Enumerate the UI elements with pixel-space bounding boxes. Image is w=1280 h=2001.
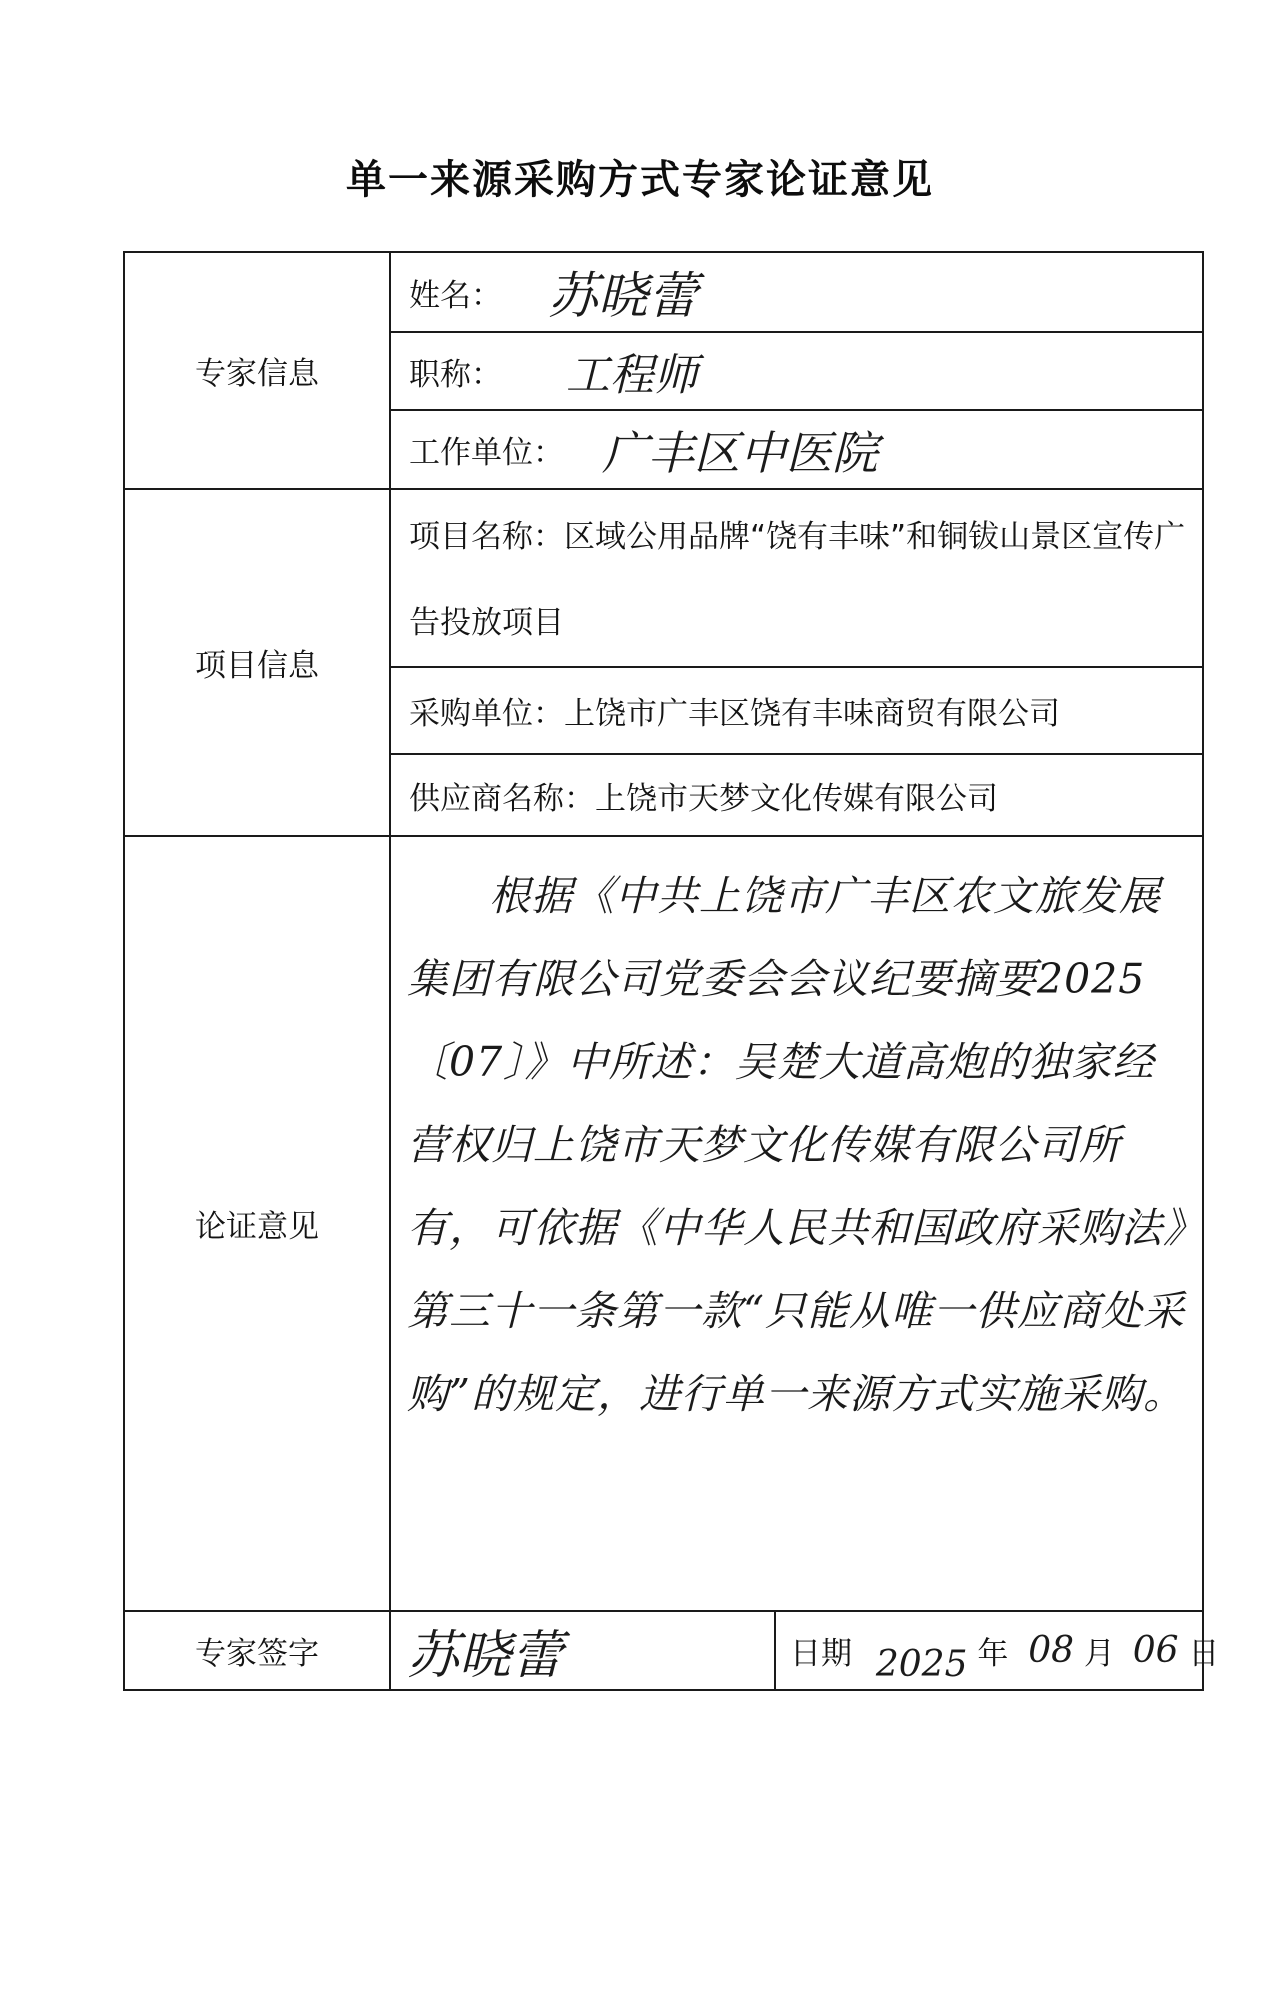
document-title: 单一来源采购方式专家论证意见 — [346, 157, 934, 203]
project-info-section-label: 项目信息 — [124, 489, 390, 836]
opinion-section-label: 论证意见 — [124, 836, 390, 1611]
purchaser-cell — [390, 667, 1203, 754]
date-cell — [775, 1611, 1220, 1690]
project-name-value: 区域公用品牌“饶有丰味”和铜钹山景区宣传广告投放项目 — [409, 519, 1186, 641]
date-day-handwritten: 06 — [1132, 1630, 1179, 1671]
project-name-cell — [390, 489, 1203, 667]
expert-name-row — [124, 252, 1203, 332]
purchaser-value: 上饶市广丰区饶有丰味商贸有限公司 — [564, 696, 1060, 732]
project-name-label: 项目名称： — [409, 519, 564, 555]
signature-cell — [390, 1611, 775, 1690]
expert-name-cell — [390, 252, 1203, 332]
signature-section-label: 专家签字 — [124, 1611, 390, 1690]
project-name-row — [124, 489, 1203, 667]
expert-name-handwritten: 苏晓蕾 — [547, 267, 698, 325]
expert-title-handwritten: 工程师 — [565, 350, 698, 401]
expert-opinion-form — [123, 251, 1220, 1691]
opinion-row — [124, 836, 1203, 1611]
expert-name-label: 姓名： — [409, 277, 502, 314]
opinion-handwritten-text: 根据《中共上饶市广丰区农文旅发展集团有限公司党委会会议纪要摘要2025〔07〕》中所述：吴楚大道高炮的独家经营权归上饶市天梦文化传媒有限公司所有，可依据《中华人民共和国政府采购法》第三十一条第一款“只能从唯一供应商处采购”的规定，进行单一来源方式实施采购。 — [407, 872, 1185, 1418]
expert-unit-handwritten: 广丰区中医院 — [601, 425, 878, 480]
expert-title-cell — [390, 332, 1203, 410]
expert-unit-label: 工作单位： — [409, 435, 564, 471]
date-year-handwritten: 2025 — [875, 1644, 968, 1685]
signature-row — [124, 1611, 1203, 1690]
expert-unit-cell — [390, 410, 1203, 489]
date-month-unit: 月 — [1083, 1636, 1115, 1672]
project-name-text — [409, 490, 1202, 666]
expert-title-label: 职称： — [409, 356, 502, 393]
supplier-label: 供应商名称： — [409, 780, 595, 817]
date-month-handwritten: 08 — [1028, 1630, 1075, 1671]
expert-signature: 苏晓蕾 — [407, 1626, 564, 1686]
date-day-unit: 日 — [1188, 1636, 1220, 1672]
supplier-value: 上饶市天梦文化传媒有限公司 — [595, 780, 998, 817]
supplier-cell — [390, 754, 1203, 836]
expert-info-section-label: 专家信息 — [124, 252, 390, 489]
opinion-cell — [390, 836, 1203, 1611]
purchaser-label: 采购单位： — [409, 696, 564, 732]
date-year-unit: 年 — [977, 1636, 1009, 1672]
date-label: 日期 — [790, 1636, 852, 1672]
